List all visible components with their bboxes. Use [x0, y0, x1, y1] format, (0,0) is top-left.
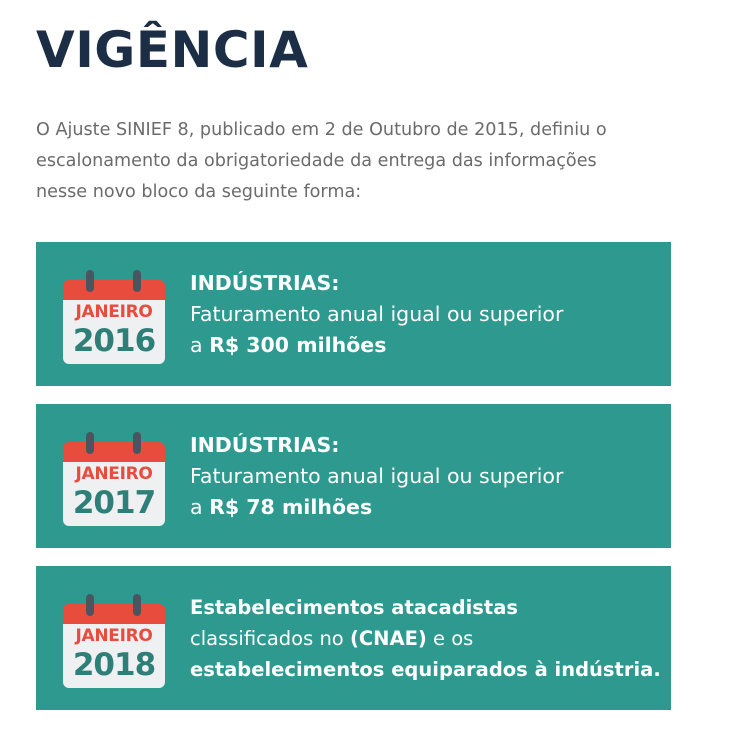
- page-title: VIGÊNCIA: [36, 21, 309, 79]
- card-threshold: [190, 492, 660, 523]
- calendar-ring: [133, 270, 141, 292]
- card-description-last: estabelecimentos equiparados à indústria.: [190, 658, 661, 681]
- card-cnae-label: (CNAE): [349, 627, 427, 650]
- card-heading: INDÚSTRIAS:: [190, 433, 340, 457]
- card-threshold-prefix: a: [190, 333, 210, 357]
- calendar-ring: [86, 432, 94, 454]
- intro-paragraph: [36, 115, 681, 208]
- card-heading: INDÚSTRIAS:: [190, 271, 340, 295]
- calendar-ring: [133, 432, 141, 454]
- schedule-card-2017: [36, 404, 671, 548]
- calendar-icon: [63, 594, 165, 688]
- card-heading: Estabelecimentos atacadistas: [190, 596, 518, 619]
- card-description-prefix: classificados no: [190, 627, 350, 650]
- card-text: [190, 268, 660, 361]
- calendar-page: [63, 462, 165, 526]
- card-threshold-value: R$ 300 milhões: [209, 333, 387, 357]
- card-description: Faturamento anual igual ou superior: [190, 302, 564, 326]
- calendar-page: [63, 624, 165, 688]
- card-threshold-prefix: a: [190, 495, 210, 519]
- calendar-ring: [86, 594, 94, 616]
- calendar-ring: [133, 594, 141, 616]
- calendar-year: 2016: [72, 323, 156, 359]
- card-description-suffix: e os: [426, 627, 474, 650]
- calendar-header: [63, 280, 165, 302]
- calendar-month: JANEIRO: [75, 302, 153, 322]
- calendar-ring: [86, 270, 94, 292]
- schedule-card-2018: [36, 566, 671, 710]
- calendar-month: JANEIRO: [75, 626, 153, 646]
- schedule-card-2016: [36, 242, 671, 386]
- calendar-header: [63, 442, 165, 464]
- calendar-month: JANEIRO: [75, 464, 153, 484]
- card-threshold-value: R$ 78 milhões: [209, 495, 373, 519]
- calendar-icon: [63, 432, 165, 526]
- card-description: Faturamento anual igual ou superior: [190, 464, 564, 488]
- intro-line: O Ajuste SINIEF 8, publicado em 2 de Outubro de 2015, definiu o: [36, 120, 607, 140]
- calendar-year: 2017: [72, 485, 156, 521]
- calendar-header: [63, 604, 165, 626]
- card-description: [190, 623, 660, 654]
- card-text: [190, 430, 660, 523]
- intro-line: escalonamento da obrigatoriedade da entrega das informações: [36, 151, 597, 171]
- calendar-icon: [63, 270, 165, 364]
- card-threshold: [190, 330, 660, 361]
- intro-line: nesse novo bloco da seguinte forma:: [36, 182, 362, 202]
- card-text: [190, 592, 660, 685]
- calendar-page: [63, 300, 165, 364]
- calendar-year: 2018: [72, 647, 156, 683]
